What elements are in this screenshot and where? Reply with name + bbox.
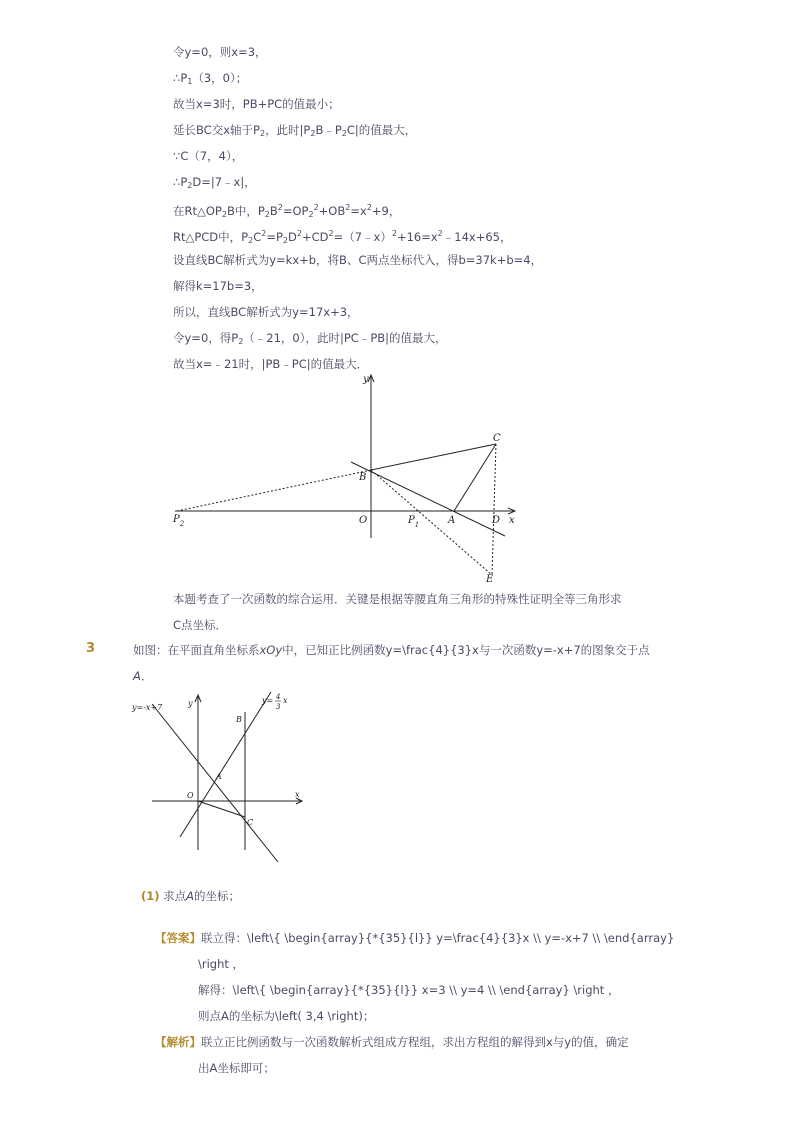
fig1-label-y: y: [363, 374, 369, 385]
analysis-line-2: 出A坐标即可；: [198, 1061, 275, 1075]
solution-line-4: 延长BC交x轴于$P_2$，此时$|P_2B﹣P_2C|$的值最大，: [173, 123, 417, 138]
answer-line-2: \right ，: [198, 957, 245, 971]
solution-line-1: 令y=0，则x=3，: [173, 45, 267, 59]
fig1-label-b: B: [359, 472, 367, 483]
question-stem: 如图：在平面直角坐标系xOy中，已知正比例函数y=\frac{4}{3}x与一次函数y=-x+7的图象交于点: [133, 643, 650, 657]
solution-line-7: 在$Rt\triangle OP_2B$中，$P_2B^2=OP_2^2+OB^2=x^2+9$，: [173, 203, 401, 219]
fig2-label-line2-pre: y=: [262, 696, 274, 705]
fig2-label-c: C: [247, 818, 254, 827]
answer-line-1: 【答案】联立得：\left\{ \begin{array}{*{35}{l}} y=\frac{4}{3}x \\ y=-x+7 \\ \end{array}: [155, 931, 675, 945]
fig1-label-p1: $P_1$: [408, 515, 420, 529]
fig2-label-x: x: [295, 790, 300, 799]
geometry-figure-2: [130, 690, 310, 865]
solution-line-2: $\therefore P_1(3$，0）；: [173, 71, 248, 86]
analysis-line-1: 【解析】联立正比例函数与一次函数解析式组成方程组，求出方程组的解得到x与y的值，确定: [155, 1035, 629, 1049]
sub-question-1: (1) 求点A的坐标；: [141, 889, 241, 903]
question-stem-line-2: A．: [133, 669, 153, 683]
solution-line-11: 所以，直线BC解析式为y=17x+3，: [173, 305, 359, 319]
fig2-label-line2-den: 3: [276, 703, 281, 711]
solution-line-3: 故当x=3时，PB+PC的值最小；: [173, 97, 340, 111]
fig2-label-line2-num: 4: [276, 693, 281, 701]
solution-line-12: 令y=0，得$P_2(﹣21$，0），此时|PC﹣PB|的值最大，: [173, 331, 447, 346]
solution-line-13: 故当x=﹣21时，|PB﹣PC|的值最大．: [173, 357, 369, 371]
fig1-label-p2: $P_2$: [173, 514, 185, 528]
fig1-label-o: O: [359, 515, 368, 526]
fig2-label-line1: y=-x+7: [132, 703, 163, 712]
fig1-label-d: D: [492, 515, 501, 526]
answer-line-4: 则点A的坐标为\left( 3,4 \right)；: [198, 1009, 375, 1023]
fig2-label-b: B: [236, 715, 242, 724]
solution-line-5: ∵C（7，4），: [173, 149, 244, 163]
answer-line-3: 解得：\left\{ \begin{array}{*{35}{l}} x=3 \\ y=4 \\ \end{array} \right ，: [198, 983, 620, 997]
solution-line-6: $\therefore P_2D=|7﹣x|$，: [173, 175, 256, 190]
geometry-figure-1: [165, 370, 535, 585]
fig1-label-c: C: [493, 433, 501, 444]
fig2-label-y: y: [188, 699, 193, 708]
fig2-label-a: A: [216, 772, 222, 781]
fig1-label-x: x: [509, 515, 515, 526]
solution-line-8: Rt△PCD中，$P_2C^2=P_2D^2+CD^2=(7﹣x)^2+16=x^2﹣14x+65$，: [173, 229, 512, 245]
fig1-label-e: E: [486, 574, 494, 585]
fig2-label-line2-post: x: [283, 696, 288, 705]
solution-line-10: 解得k=17b=3，: [173, 279, 263, 293]
summary-line-2: C点坐标．: [173, 618, 228, 632]
solution-line-9: 设直线BC解析式为y=kx+b，将B、C两点坐标代入，得b=37k+b=4，: [173, 253, 543, 267]
question-number: 3: [86, 641, 96, 656]
fig1-label-a: A: [448, 515, 456, 526]
summary-line-1: 本题考查了一次函数的综合运用．关键是根据等腰直角三角形的特殊性证明全等三角形求: [173, 592, 622, 606]
fig2-label-o: O: [187, 791, 194, 800]
